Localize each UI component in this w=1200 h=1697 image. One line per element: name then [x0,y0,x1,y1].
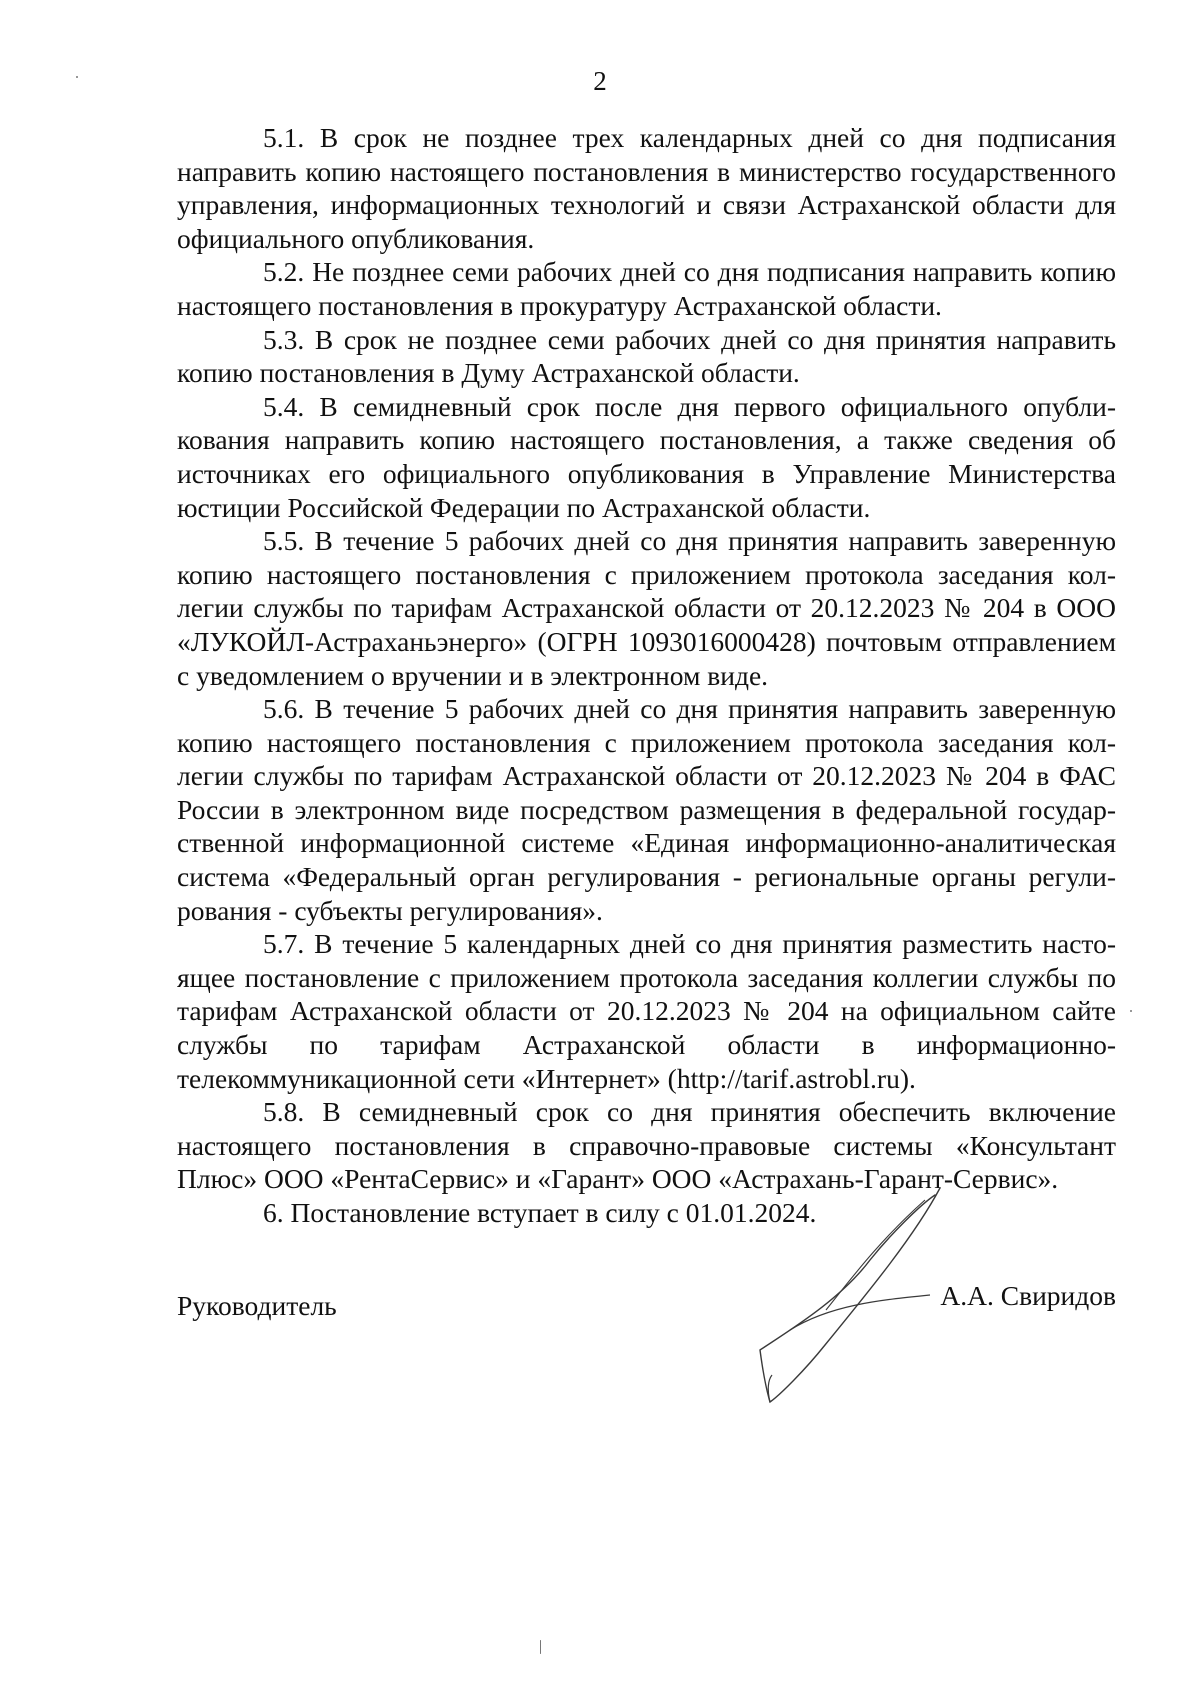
scan-artifact-dot [540,1640,541,1654]
signer-title: Руководитель [177,1290,337,1321]
paragraph-5-6: 5.6. В течение 5 рабочих дней со дня принятия направить заверенную копию настоящего постановления с приложением протокола заседания коллегии службы по тарифам Астраханской области от 20.12.2023 № 204 в ФАС России в электронном виде посредством размещения в федеральной государственной информационной системе «Единая информационно-аналитическая система «Федеральный орган регулирования - региональные органы регулирования - субъекты регулирования». [177,693,1116,926]
paragraph-5-7: 5.7. В течение 5 календарных дней со дня принятия разместить настоящее постановление с приложением протокола заседания коллегии службы по тарифам Астраханской области от 20.12.2023 № 204 на официальном сайте службы по тарифам Астраханской области в информационно-телекоммуникационной сети «Интернет» (http://tarif.astrobl.ru). [177,928,1116,1094]
paragraph-5-3: 5.3. В срок не позднее семи рабочих дней со дня принятия направить копию постановления в Думу Астраханской области. [177,323,1116,389]
page-number: 2 [593,66,607,96]
signer-name: А.А. Свиридов [940,1280,1116,1311]
document-body [177,121,1116,1230]
scan-artifact-dot [76,76,78,78]
handwritten-signature [730,1180,950,1410]
scan-artifact-dot [1130,1010,1132,1012]
paragraph-5-2: 5.2. Не позднее семи рабочих дней со дня подписания направить копию настоящего постановления в прокуратуру Астраханской области. [177,256,1116,321]
paragraph-6: 6. Постановление вступает в силу с 01.01.2024. [263,1197,817,1228]
paragraph-5-4: 5.4. В семидневный срок после дня первого официального опубликования направить копию настоящего постановления, а также сведения об источниках его официального опубликования в Управление Министерства юстиции Российской Федерации по Астраханской области. [177,390,1116,523]
paragraph-5-8: 5.8. В семидневный срок со дня принятия обеспечить включение настоящего постановления в справочно-правовые системы «Консультант Плюс» ООО «РентаСервис» и «Гарант» ООО «Астрахань-Гарант-Сервис». [177,1096,1116,1195]
paragraph-5-5: 5.5. В течение 5 рабочих дней со дня принятия направить заверенную копию настоящего постановления с приложением протокола заседания коллегии службы по тарифам Астраханской области от 20.12.2023 № 204 в ООО «ЛУКОЙЛ-Астраханьэнерго» (ОГРН 1093016000428) почтовым отправлением с уведомлением о вручении и в электронном виде. [177,525,1116,691]
paragraph-5-1: 5.1. В срок не позднее трех календарных дней со дня подписания направить копию настоящего постановления в министерство государственного управления, информационных технологий и связи Астраханской области для официального опубликования. [177,122,1116,254]
